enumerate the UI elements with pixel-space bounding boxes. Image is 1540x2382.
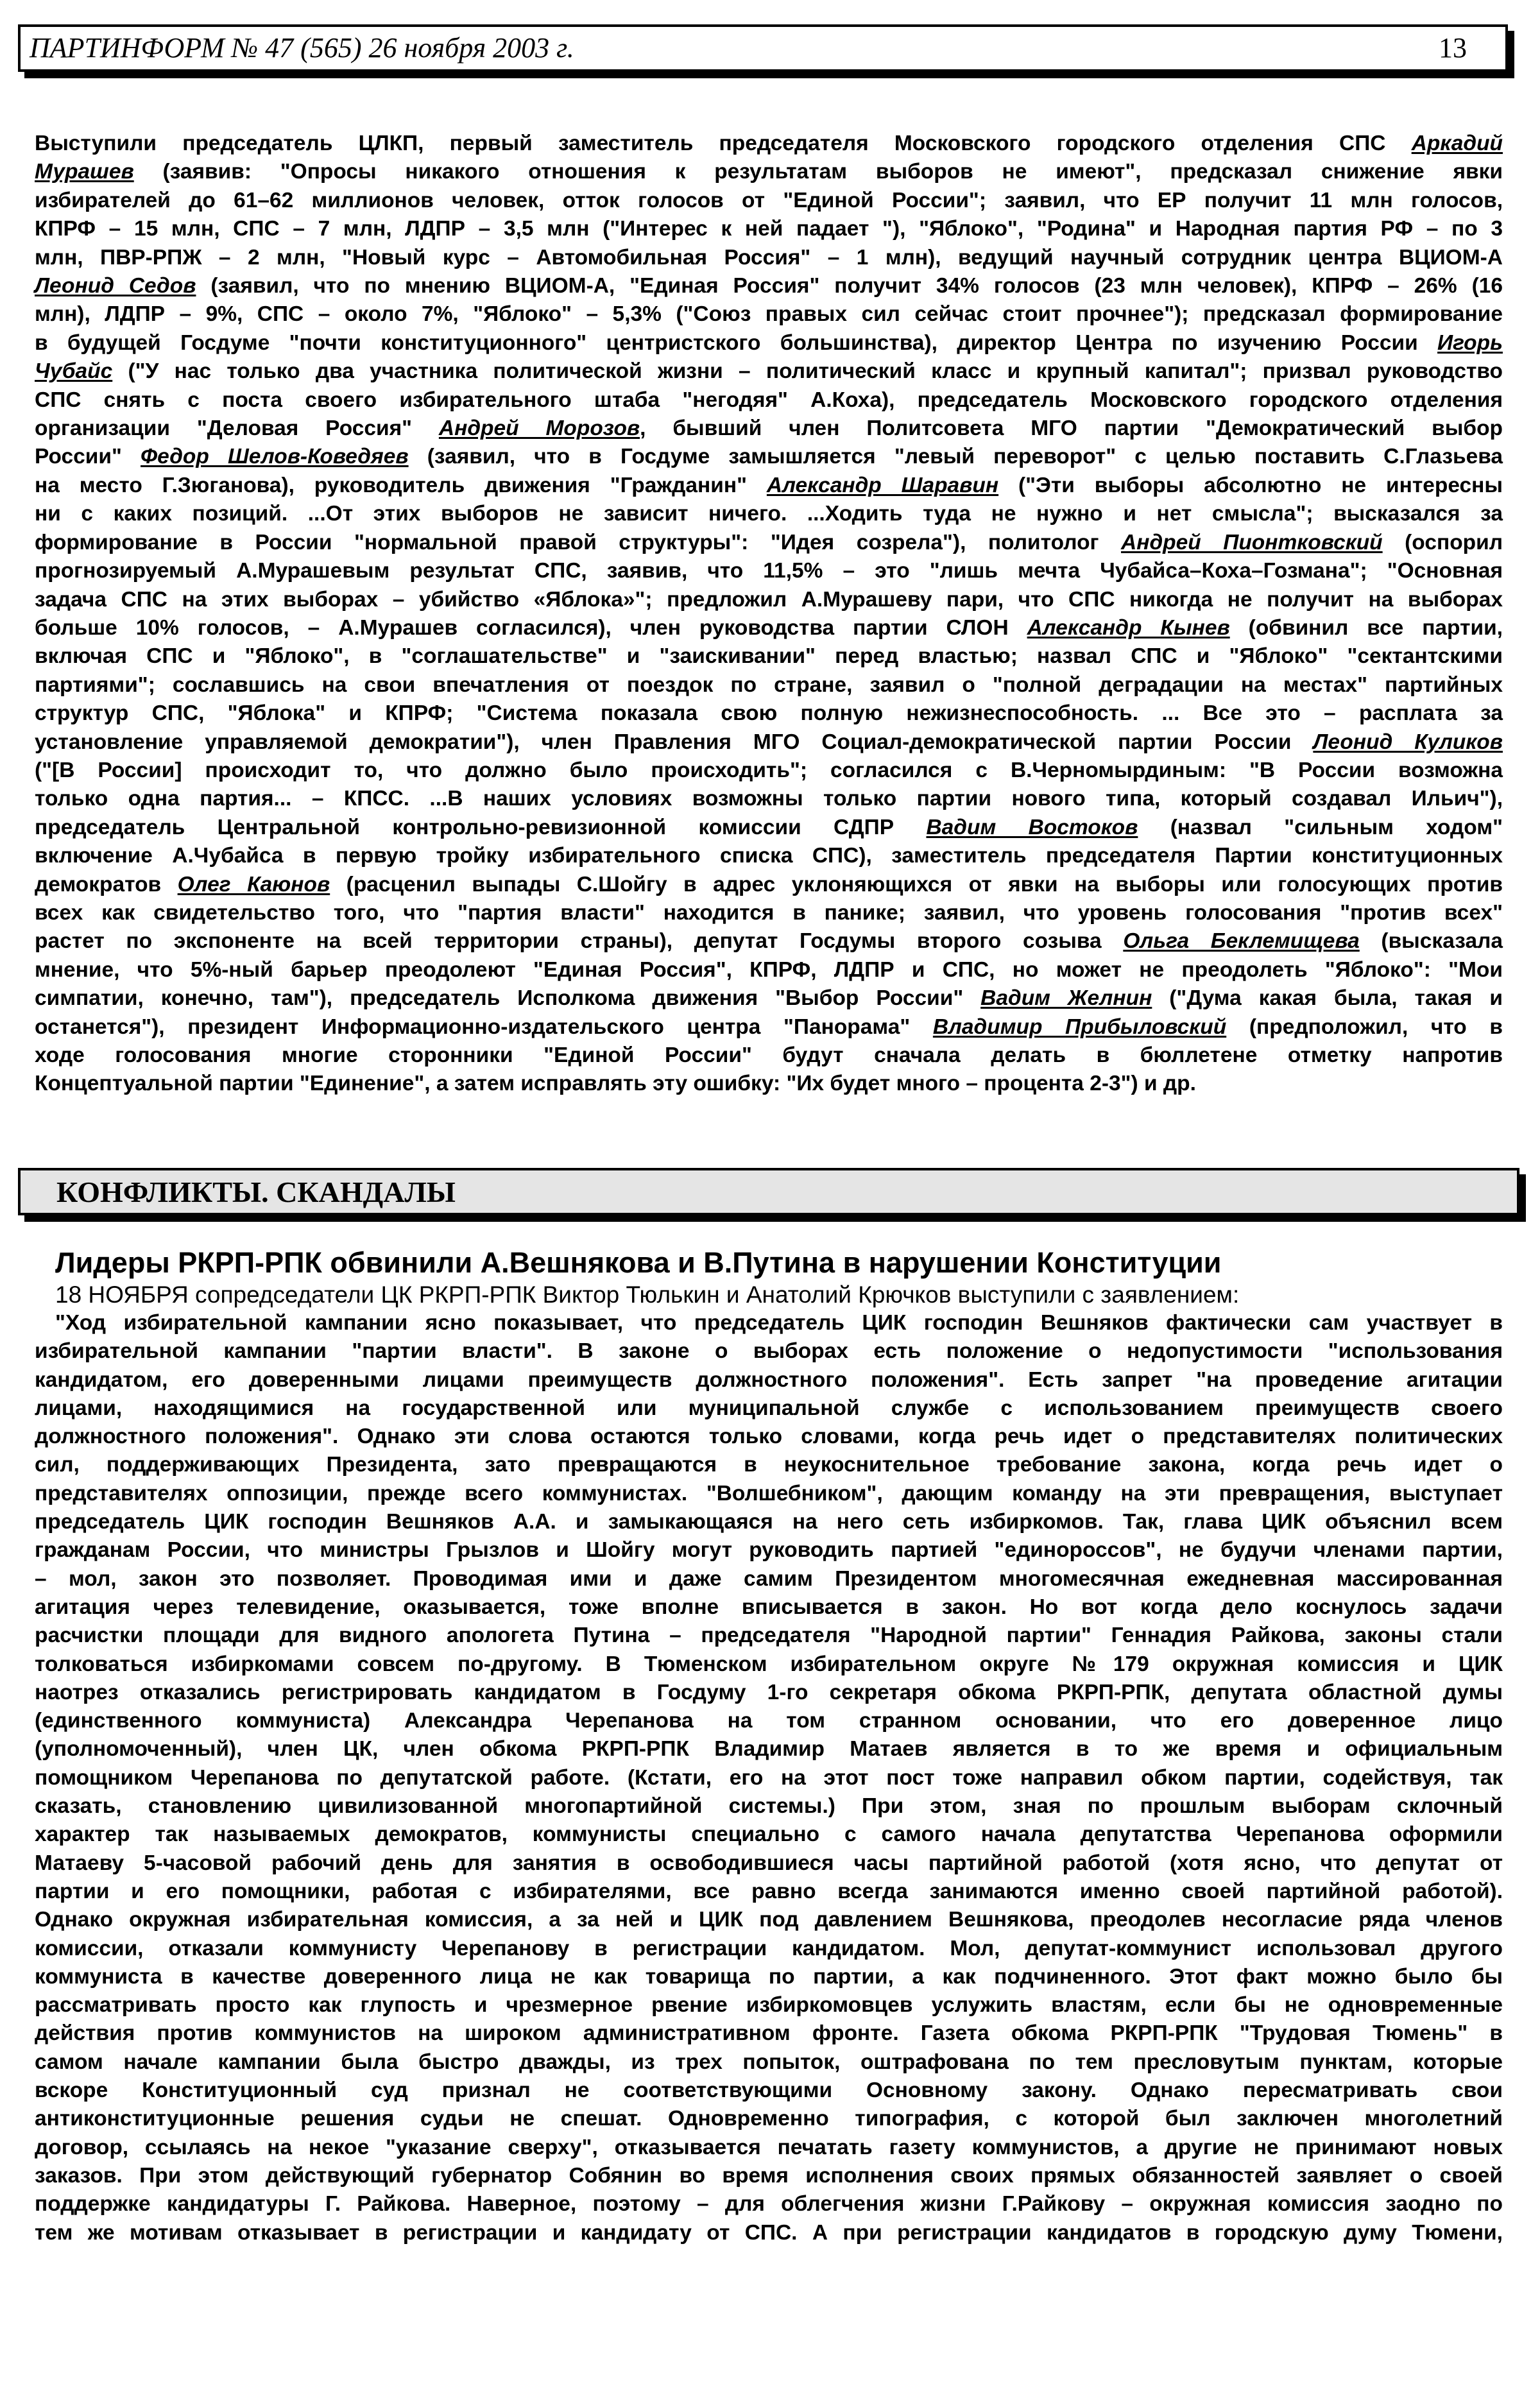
text-line: партии и его помощники, работая с избирателями, все равно всегда занимаются именно своей партийной работой). [35,1879,1503,1903]
text-run: ("Дума какая была, такая и [1152,986,1503,1011]
section-title: КОНФЛИКТЫ. СКАНДАЛЫ [56,1176,456,1208]
text-line: агитация через телевидение, оказывается, тоже вполне вписывается в закон. Но вот когда дело коснулось задачи [35,1595,1503,1619]
text-run: мнение, что 5%-ный барьер преодолеют "Единая Россия", КПРФ, ЛДПР и СПС, но может не преодолеть "Яблоко": "Мои [35,957,1503,982]
text-run: в будущей Госдуме "почти конституционного" центристского большинства), директор Центра по изучению России [35,330,1438,355]
text-line: самом начале кампании была быстро дважды, из трех попыток, оштрафована по тем пресловутым пунктам, которые [35,2050,1503,2074]
text-line [35,871,1503,899]
text-line: – мол, закон это позволяет. Проводимая ими и даже самим Президентом многомесячная ежедневная массированная [35,1566,1503,1591]
speaker-name: Мурашев [35,160,134,184]
speakers-paragraph [35,130,1503,1099]
page-header [18,24,1508,72]
text-line: "Ход избирательной кампании ясно показывает, что председатель ЦИК господин Вешняков фактически сам участвует в [55,1311,1503,1335]
speaker-name: Александр Кынев [1027,615,1230,640]
text-run: включая СПС и "Яблоко", в "соглашательстве" и "заискивании" перед властью; назвал СПС и "Яблоко" "сектантскими [35,644,1503,669]
text-line: вскоре Конституционный суд признал не соответствующими Основному закону. Однако пересматривать свои [35,2078,1503,2103]
text-line: антиконституционные решения судьи не спешат. Одновременно типография, с которой был заключен многолетний [35,2107,1503,2131]
text-line: расчистки площади для видного апологета Путина – председателя "Народной партии" Геннадия Райкова, законы стали [35,1624,1503,1648]
text-run: структур СПС, "Яблока" и КПРФ; "Система показала свою полную нежизнеспособность. ... Все это – расплата за [35,701,1503,726]
text-line [35,443,1503,471]
text-line: представителях оппозиции, прежде всего коммунистах. "Волшебником", дающим команду на эти превращения, выступает [35,1481,1503,1505]
text-line [35,757,1503,785]
text-run: растет по экспоненте на всей территории страны), депутат Госдумы второго созыва [35,929,1124,954]
speaker-name: Ольга Беклемищева [1123,929,1360,954]
text-line [35,415,1503,443]
text-run: избирателей до 61–62 миллионов человек, отток голосов от "Единой России"; заявил, что ЕР получит 11 млн голосов, [35,188,1503,212]
text-line [35,642,1503,671]
text-run: только одна партия... – КПСС. ...В наших условиях возможны только партии нового типа, который создавал Ильич"), [35,787,1503,811]
text-run: млн), ЛДПР – 9%, СПС – около 7%, "Яблоко" – 5,3% ("Союз правых сил сейчас стоит прочнее"); предсказал формирование [35,302,1503,327]
text-line [35,215,1503,243]
text-line [35,956,1503,984]
text-line [35,300,1503,329]
text-line [35,699,1503,728]
text-line [35,472,1503,500]
text-run: ("У нас только два участника политической жизни – политический класс и крупный капитал"; призвал руководство [112,359,1503,384]
text-run: всех как свидетельство того, что "партия власти" находится в панике; заявил, что уровень голосования "против всех" [35,900,1503,925]
speaker-name: Владимир Прибыловский [932,1015,1227,1039]
text-line [35,614,1503,642]
text-run: КПРФ – 15 млн, СПС – 7 млн, ЛДПР – 3,5 млн ("Интерес к ней падает "), "Яблоко", "Родина" и Народная партия РФ – по 3 [35,217,1503,241]
speaker-name: Чубайс [35,359,113,384]
article-lead: 18 НОЯБРЯ сопредседатели ЦК РКРП-РПК Виктор Тюлькин и Анатолий Крючков выступили с заявлением: [55,1281,1240,1308]
text-run: формирование в России "нормальной правой структуры": "Идея созрела"), политолог [35,530,1122,554]
text-line [35,1070,1503,1098]
text-line: избирательной кампании "партии власти". В законе о выборах есть положение о недопустимости "использования [35,1339,1503,1364]
text-line [35,927,1503,955]
text-run: (заявил, что в Госдуме замышляется "левый переворот" с целью поставить С.Глазьева [408,445,1503,469]
text-run: (обвинил все партии, [1229,615,1503,640]
text-line: помощником Черепанова по депутатской работе. (Кстати, его на этот пост тоже направил обком партии, содействуя, так [35,1765,1503,1790]
text-run: демократов [35,872,178,896]
text-line: тем же мотивам отказывает в регистрации и кандидату от СПС. А при регистрации кандидатов в городскую думу Тюмени, [35,2220,1503,2245]
text-line [35,899,1503,927]
speaker-name: Вадим Востоков [926,815,1138,839]
text-run: (предположил, что в [1226,1015,1503,1039]
text-run: (высказала [1359,929,1503,954]
text-line [35,357,1503,386]
text-line: наотрез отказались регистрировать кандидатом в Госдуму 1-го секретаря обкома РКРП-РПК, депутата областной думы [35,1680,1503,1704]
text-run: задача СПС на этих выборах – убийство «Яблока»"; предложил А.Мурашеву пари, что СПС никогда не получит на выборах [35,587,1503,612]
text-line [35,671,1503,699]
text-run: партиями"; сославшись на свои впечатления от поездок по стране, заявил о "полной деградации на местах" партийных [35,673,1503,697]
article-title: Лидеры РКРП-РПК обвинили А.Вешнякова и В.Путина в нарушении Конституции [55,1246,1222,1279]
speaker-name: Игорь [1437,330,1503,355]
text-line [35,785,1503,813]
section-header [18,1168,1519,1215]
text-line: заказов. При этом действующий губернатор Собянин во время исполнения своих прямых обязанностей заявляет о своей [35,2163,1503,2188]
text-line [35,557,1503,585]
text-run: останется"), президент Информационно-издательского центра "Панорама" [35,1015,933,1039]
publication-title: ПАРТИНФОРМ № 47 (565) 26 ноября 2003 г. [30,32,574,64]
text-run: прогнозируемый А.Мурашевым результат СПС, заявив, что 11,5% – это "лишь мечта Чубайса–Коха–Гозмана"; "Основная [35,559,1503,583]
text-run: ("[В России] происходит то, что должно было происходить"; согласился с В.Черномырдиным: "В России возможна [35,758,1503,782]
text-line: кандидатом, его доверенными лицами преимуществ должностного положения". Есть запрет "на проведение агитации [35,1367,1503,1392]
text-line [35,244,1503,272]
text-line [35,529,1503,557]
speaker-name: Александр Шаравин [766,473,999,497]
speaker-name: Леонид Седов [35,274,196,298]
speaker-name: Федор Шелов-Коведяев [141,445,409,469]
text-run: Концептуальной партии "Единение", а затем исправлять эту ошибку: "Их будет много – процента 2-3") и др. [35,1072,1196,1096]
speaker-name: Андрей Пионтковский [1121,530,1383,554]
text-line: сказать, становлению цивилизованной многопартийной системы.) При этом, зная по прошлым выборам склочный [35,1794,1503,1819]
text-line [35,329,1503,357]
text-line: рассматривать просто как глупость и чрезмерное рвение избиркомовцев услужить властям, если бы не одновременные [35,1993,1503,2018]
text-line [35,158,1503,186]
article-body [35,1309,1503,2247]
text-line [35,130,1503,158]
text-line: характер так называемых демократов, коммунисты специально с самого начала депутатства Черепанова оформили [35,1822,1503,1847]
text-line: Матаеву 5-часовой рабочий день для занятия в освободившиеся часы партийной работой (хотя ясно, что депутат от [35,1851,1503,1875]
text-run: (расценил выпады С.Шойгу в адрес уклоняющихся от явки на выборы или голосующих против [330,872,1503,896]
text-line [35,1041,1503,1070]
text-line: договор, ссылаясь на некое "указание сверху", отказывается печатать газету коммунистов, а другие не принимают новых [35,2135,1503,2159]
text-run: симпатии, конечно, там"), председатель Исполкома движения "Выбор России" [35,986,981,1011]
text-run: СПС снять с поста своего избирательного штаба "негодяя" А.Коха), председатель Московского городского отделения [35,388,1503,412]
text-run: России" [35,445,141,469]
text-run: Выступили председатель ЦЛКП, первый заместитель председателя Московского городского отделения СПС [35,132,1412,155]
text-run: , бывший член Политсовета МГО партии "Демократический выбор [640,416,1503,441]
text-line [35,386,1503,415]
text-run: установление управляемой демократии"), член Правления МГО Социал-демократической партии России [35,730,1313,754]
text-run: млн, ПВР-РПЖ – 2 млн, "Новый курс – Автомобильная Россия" – 1 млн), ведущий научный сотрудник центра ВЦИОМ-А [35,245,1503,270]
text-line [35,814,1503,842]
text-run: (заявив: "Опросы никакого отношения к результатам выборов не имеют", предсказал снижение явки [133,160,1503,184]
text-line: (единственного коммуниста) Александра Черепанова на том странном основании, что его доверенное лицо [35,1709,1503,1733]
text-line: гражданам России, что министры Грызлов и Шойгу могут руководить партией "единороссов", не будучи членами партии, [35,1538,1503,1563]
speaker-name: Олег Каюнов [177,872,330,896]
page-number: 13 [1439,32,1467,64]
text-line [35,984,1503,1013]
speaker-name: Аркадий [1411,132,1503,155]
text-line: председатель ЦИК господин Вешняков А.А. и замыкающаяся на него сеть избиркомов. Так, глава ЦИК объяснил всем [35,1510,1503,1534]
text-run: (назвал "сильным ходом" [1138,815,1503,839]
text-run: ходе голосования многие сторонники "Единой России" будут сначала делать в бюллетене отметку напротив [35,1043,1503,1067]
text-run: ни с каких позиций. ...От этих выборов не зависит ничего. ...Ходить туда не нужно и нет смысла"; высказался за [35,502,1503,526]
text-line: поддержке кандидатуры Г. Райкова. Наверное, поэтому – для облегчения жизни Г.Райкову – окружная комиссия заодно по [35,2192,1503,2216]
speaker-name: Леонид Куликов [1313,730,1503,754]
text-line [35,586,1503,614]
text-run: председатель Центральной контрольно-ревизионной комиссии СДПР [35,815,927,839]
text-line: толковаться избиркомами совсем по-другому. В Тюменском избирательном округе №179 окружная комиссия и ЦИК [35,1652,1503,1676]
text-line [35,500,1503,528]
text-line: (уполномоченный), член ЦК, член обкома РКРП-РПК Владимир Матаев является в то же время и официальным [35,1737,1503,1761]
speaker-name: Андрей Морозов [438,416,640,441]
speaker-name: Вадим Желнин [980,986,1152,1011]
text-line [35,187,1503,215]
text-run: ("Эти выборы абсолютно не интересны [998,473,1503,497]
text-run: включение А.Чубайса в первую тройку избирательного списка СПС), заместитель председателя Партии конституционных [35,844,1503,868]
text-line [35,272,1503,300]
text-run: (оспорил [1382,530,1503,554]
text-line: Однако окружная избирательная комиссия, а за ней и ЦИК под давлением Вешнякова, преодолев несогласие ряда членов [35,1908,1503,1932]
text-line: сил, поддерживающих Президента, зато превращаются в неукоснительное требование закона, когда речь идет о [35,1453,1503,1477]
text-line: коммуниста в качестве доверенного лица не как товарища по партии, а как подчиненного. Этот факт можно было бы [35,1964,1503,1989]
text-line: лицами, находящимися на государственной или муниципальной службе с использованием преимуществ своего [35,1396,1503,1420]
text-run: больше 10% голосов, – А.Мурашев согласился), член руководства партии СЛОН [35,615,1027,640]
text-line: комиссии, отказали коммунисту Черепанову в регистрации кандидатом. Мол, депутат-коммунист использовал другого [35,1936,1503,1960]
text-line: должностного положения". Однако эти слова остаются только словами, когда речь идет о представителях политических [35,1425,1503,1449]
text-run: на место Г.Зюганова), руководитель движения "Гражданин" [35,473,767,497]
text-line: действия против коммунистов на широком административном фронте. Газета обкома РКРП-РПК "Трудовая Тюмень" в [35,2021,1503,2046]
text-line [35,728,1503,757]
text-line [35,1013,1503,1041]
text-line [35,842,1503,870]
text-run: (заявил, что по мнению ВЦИОМ-А, "Единая Россия" получит 34% голосов (23 млн человек), КПРФ – 26% (16 [196,274,1503,298]
text-run: организации "Деловая Россия" [35,416,439,441]
